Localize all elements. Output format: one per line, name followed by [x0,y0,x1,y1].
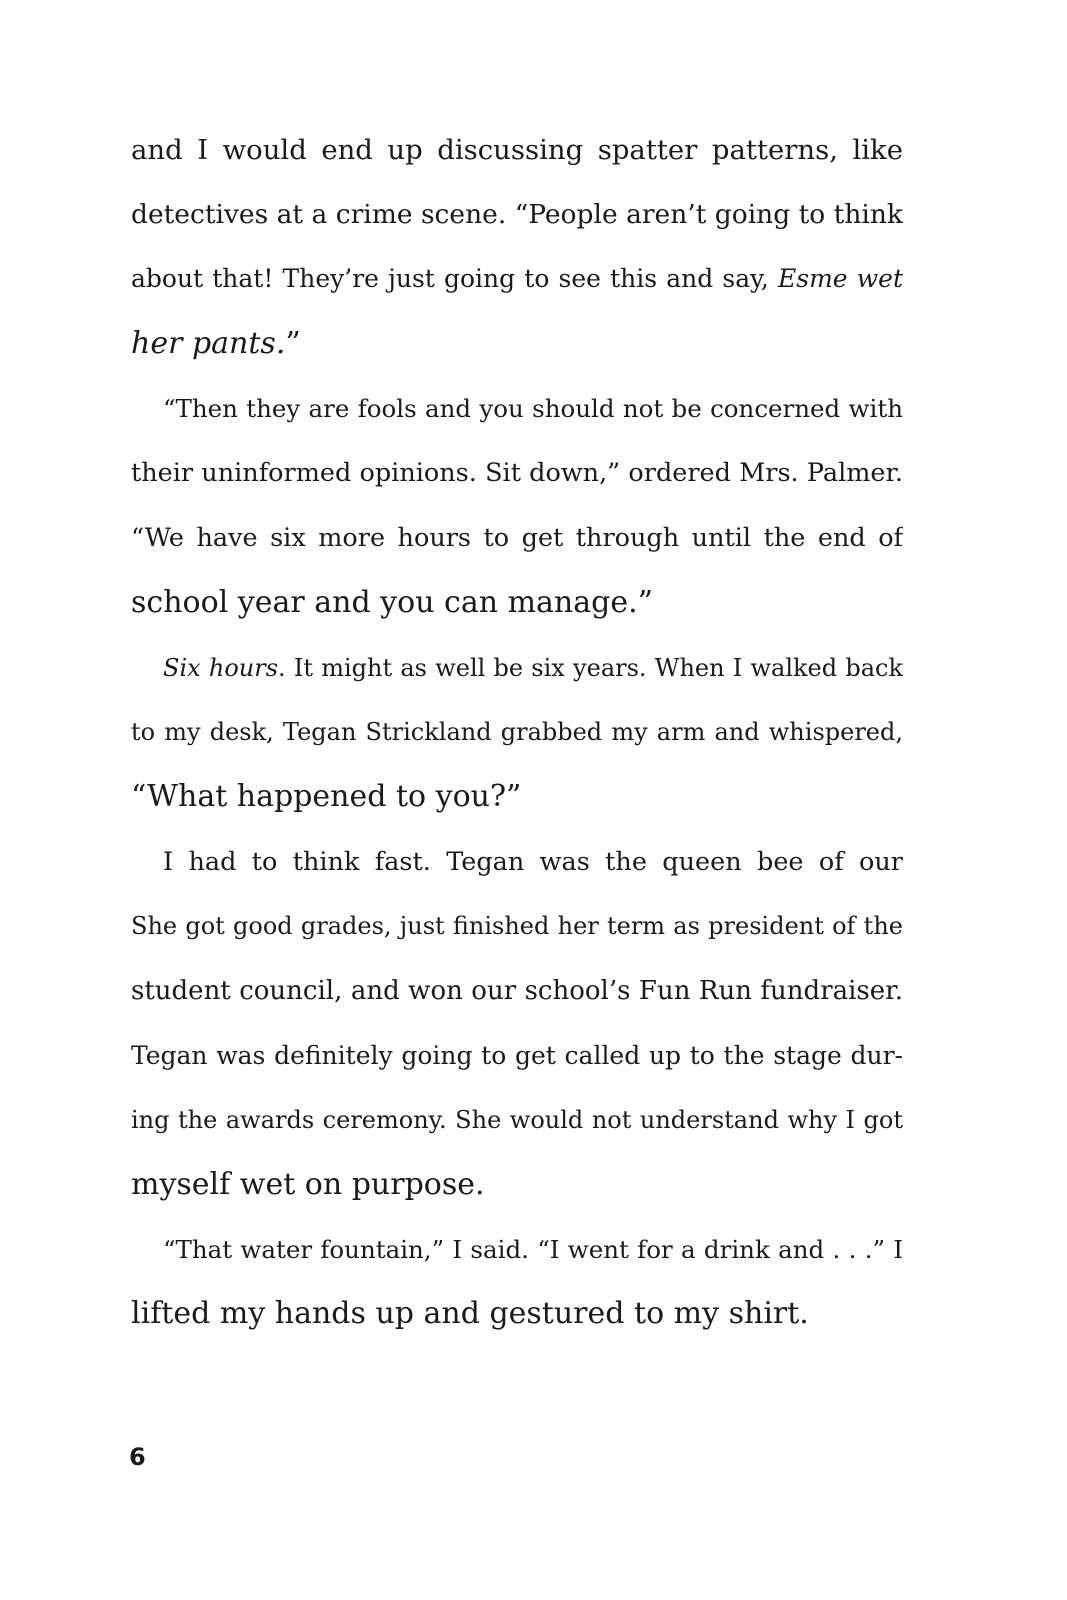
text-line: lifted my hands up and gestured to my shirt. [131,1296,809,1332]
italic-text: her pants. [131,326,286,362]
text-line: “We have six more hours to get through until the end of [131,523,903,554]
page-number: 6 [129,1443,146,1471]
text-line: “What happened to you?” [131,778,522,814]
text-line: “Then they are fools and you should not be concerned with [163,393,903,423]
text-line: and I would end up discussing spatter patterns, like [131,134,903,166]
text-line: Tegan was definitely going to get called up to the stage dur- [131,1040,903,1070]
italic-text: Six hours [163,653,279,682]
text-line: their uninformed opinions. Sit down,” ordered Mrs. Palmer. [131,458,903,489]
text-line: detectives at a crime scene. “People aren’t going to think [131,198,903,230]
text-line: myself wet on purpose. [131,1167,485,1202]
text-line: She got good grades, just finished her term as president of the [131,912,903,941]
italic-text: Esme wet [778,264,903,294]
text-line: Six hours. It might as well be six years. When I walked back [163,653,903,682]
text-line: student council, and won our school’s Fun Run fundraiser. [131,975,903,1006]
text-line: “That water fountain,” I said. “I went for a drink and . . .” I [163,1234,903,1264]
body-text [131,118,903,1347]
text-line: school year and you can manage.” [131,584,653,620]
text-line: I had to think fast. Tegan was the queen bee of our [163,846,903,877]
text-line: her pants.” [131,326,301,362]
text-line: to my desk, Tegan Strickland grabbed my arm and whispered, [131,718,903,747]
text-line: ing the awards ceremony. She would not understand why I got [131,1106,903,1135]
text-line: about that! They’re just going to see this and say, Esme wet [131,264,903,294]
